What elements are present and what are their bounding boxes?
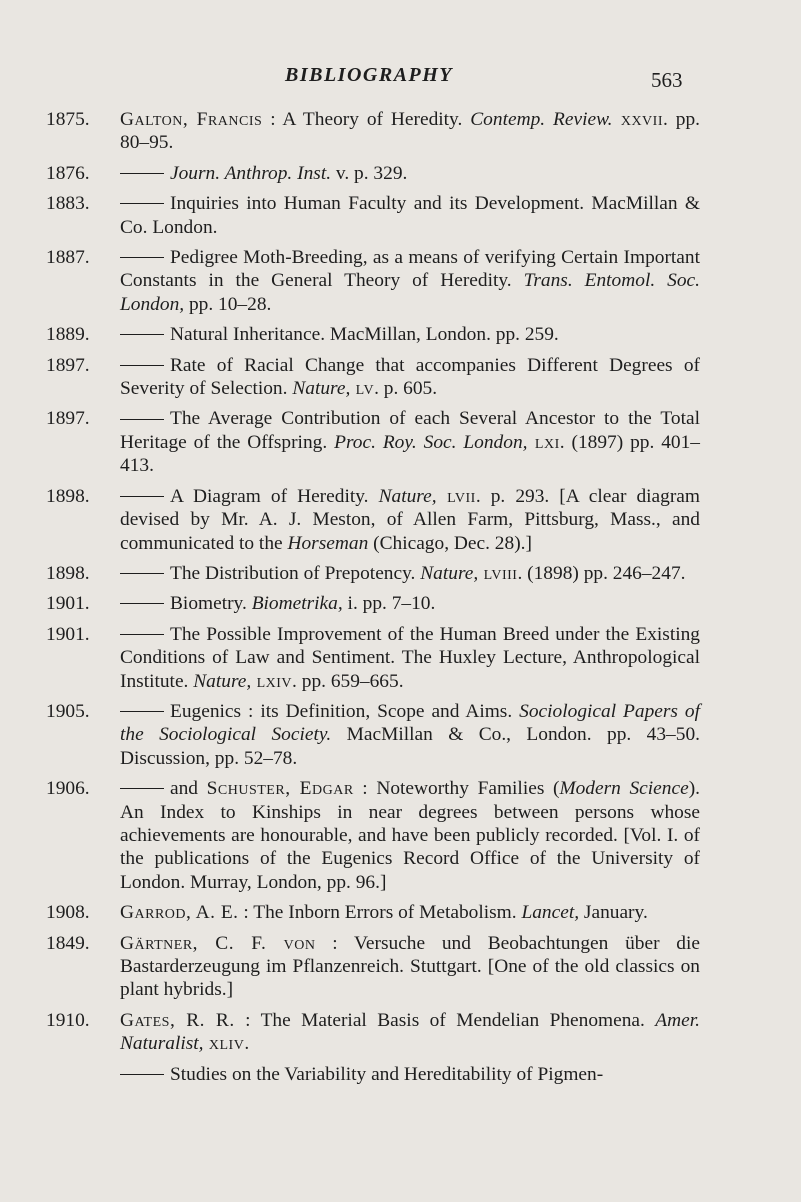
ditto-dash <box>120 1074 164 1075</box>
entry-year: 1910. <box>46 1009 90 1031</box>
bibliography-entry <box>0 562 801 585</box>
journal-title: Nature, <box>193 670 252 692</box>
entry-text: Gates, R. R. : The Material Basis of Mendelian Phenomena. Amer. Naturalist, xliv. <box>120 1009 700 1055</box>
entry-text: Journ. Anthrop. Inst. v. p. 329. <box>120 162 700 185</box>
entry-year: 1897. <box>46 408 90 430</box>
journal-title: Nature, <box>378 485 437 507</box>
volume-numeral: lviii <box>478 562 518 584</box>
ditto-dash <box>120 203 164 204</box>
bibliography-entry <box>0 162 801 185</box>
ditto-dash <box>120 711 164 712</box>
entry-text: The Average Contribution of each Several Ancestor to the Total Heritage of the Offspring. Proc. Roy. Soc. London, lxi. (1897) pp. 401–413. <box>120 408 701 477</box>
bibliography-entry <box>0 407 801 477</box>
volume-numeral: xliv <box>203 1033 245 1055</box>
entry-text: Natural Inheritance. MacMillan, London. pp. 259. <box>120 323 700 346</box>
entry-text: Rate of Racial Change that accompanies Different Degrees of Severity of Selection. Nature, lv. p. 605. <box>120 354 700 400</box>
entry-text: Gärtner, C. F. von : Versuche und Beobachtungen über die Bastarderzeugung im Pflanzenreich. Stuttgart. [One of the old classics on plant hybrids.] <box>120 932 700 1001</box>
page-number: 563 <box>651 68 683 92</box>
running-head: BIBLIOGRAPHY <box>285 64 454 86</box>
entry-text: Inquiries into Human Faculty and its Development. MacMillan & Co. London. <box>120 193 700 238</box>
entry-year: 1876. <box>46 162 90 184</box>
ditto-dash <box>120 257 164 258</box>
bibliography-list <box>0 108 801 1093</box>
entry-text: and Schuster, Edgar : Noteworthy Families (Modern Science). An Index to Kinships in near degrees between persons whose achievements are honourable, and have been publicly recorded. [Vol. I. of the publications of the Eugenics Record Office of the University of London. Murray, London, pp. 96.] <box>120 778 700 893</box>
bibliography-entry <box>0 932 801 1002</box>
entry-text: A Diagram of Heredity. Nature, lvii. p. 293. [A clear diagram devised by Mr. A. J. Meston, of Allen Farm, Pittsburg, Mass., and communicated to the Horseman (Chicago, Dec. 28).] <box>120 485 700 554</box>
ditto-dash <box>120 365 164 366</box>
bibliography-entry <box>0 354 801 401</box>
entry-year: 1906. <box>46 778 90 800</box>
entry-year: 1898. <box>46 485 90 507</box>
entry-text: Biometry. Biometrika, i. pp. 7–10. <box>120 592 700 615</box>
volume-numeral: xxvii <box>612 109 663 130</box>
entry-year: 1887. <box>46 247 90 269</box>
volume-numeral: lvii <box>436 485 476 507</box>
author-name: Galton, Francis <box>120 109 263 130</box>
bibliography-entry <box>0 623 801 693</box>
ditto-dash <box>120 419 164 420</box>
entry-text: Garrod, A. E. : The Inborn Errors of Metabolism. Lancet, January. <box>120 902 648 924</box>
author-name: Gärtner, C. F. von <box>120 932 316 954</box>
journal-title: Trans. Entomol. Soc. London, <box>120 270 701 315</box>
journal-title: Lancet, <box>521 902 580 924</box>
entry-text: Studies on the Variability and Hereditability of Pigmen- <box>120 1063 700 1086</box>
ditto-dash <box>120 334 164 335</box>
entry-year: 1901. <box>46 593 90 615</box>
journal-title: Horseman <box>287 532 369 554</box>
page-header <box>0 64 801 98</box>
journal-title: Amer. Naturalist, <box>120 1009 700 1055</box>
entry-year: 1889. <box>46 324 90 346</box>
journal-title: Modern Science <box>559 778 689 800</box>
author-name: Schuster, Edgar <box>206 778 354 800</box>
ditto-dash <box>120 634 164 635</box>
journal-title: Biometrika, <box>251 593 343 615</box>
ditto-dash <box>120 573 164 574</box>
journal-title: Nature, <box>420 562 479 584</box>
bibliography-entry <box>0 246 801 316</box>
journal-title: Nature, <box>292 378 351 400</box>
entry-text: Pedigree Moth-Breeding, as a means of verifying Certain Important Constants in the General Theory of Heredity. Trans. Entomol. Soc. London, pp. 10–28. <box>120 247 701 315</box>
entry-text: The Possible Improvement of the Human Breed under the Existing Conditions of Law and Sentiment. The Huxley Lecture, Anthropological Institute. Nature, lxiv. pp. 659–665. <box>120 623 700 692</box>
journal-title: Proc. Roy. Soc. London, <box>334 431 528 453</box>
entry-text: Galton, Francis : A Theory of Heredity. Contemp. Review. xxvii. pp. 80–95. <box>120 109 700 154</box>
journal-title: Sociological Papers of the Sociological Society. <box>120 700 701 746</box>
entry-year: 1897. <box>46 354 90 376</box>
bibliography-entry <box>0 700 801 770</box>
bibliography-entry <box>0 485 801 555</box>
entry-year: 1901. <box>46 623 90 645</box>
entry-year: 1883. <box>46 193 90 215</box>
volume-numeral: lxiv <box>251 670 293 692</box>
ditto-dash <box>120 496 164 497</box>
entry-year: 1898. <box>46 562 90 584</box>
ditto-dash <box>120 173 164 174</box>
bibliography-entry <box>0 1009 801 1056</box>
entry-text: Eugenics : its Definition, Scope and Aims. Sociological Papers of the Sociological Society. MacMillan & Co., London. pp. 43–50. Discussion, pp. 52–78. <box>120 700 701 769</box>
bibliography-entry <box>0 192 801 239</box>
volume-numeral: lxi <box>527 431 560 453</box>
author-name: Garrod, A. E. <box>120 902 239 924</box>
author-name: Gates, R. R. <box>120 1009 235 1031</box>
bibliography-entry <box>0 901 801 924</box>
ditto-dash <box>120 788 164 789</box>
entry-year: 1875. <box>46 109 90 130</box>
bibliography-entry <box>0 777 801 894</box>
ditto-dash <box>120 603 164 604</box>
entry-text: The Distribution of Prepotency. Nature, lviii. (1898) pp. 246–247. <box>120 562 700 585</box>
journal-title: Journ. Anthrop. Inst. <box>170 162 332 184</box>
entry-year: 1908. <box>46 902 90 924</box>
volume-numeral: lv <box>350 378 375 400</box>
bibliography-entry <box>0 1063 801 1086</box>
journal-title: Contemp. Review. <box>470 109 613 130</box>
bibliography-entry <box>0 108 801 155</box>
entry-year: 1849. <box>46 932 90 954</box>
bibliography-entry <box>0 592 801 615</box>
bibliography-entry <box>0 323 801 346</box>
entry-year: 1905. <box>46 700 90 722</box>
